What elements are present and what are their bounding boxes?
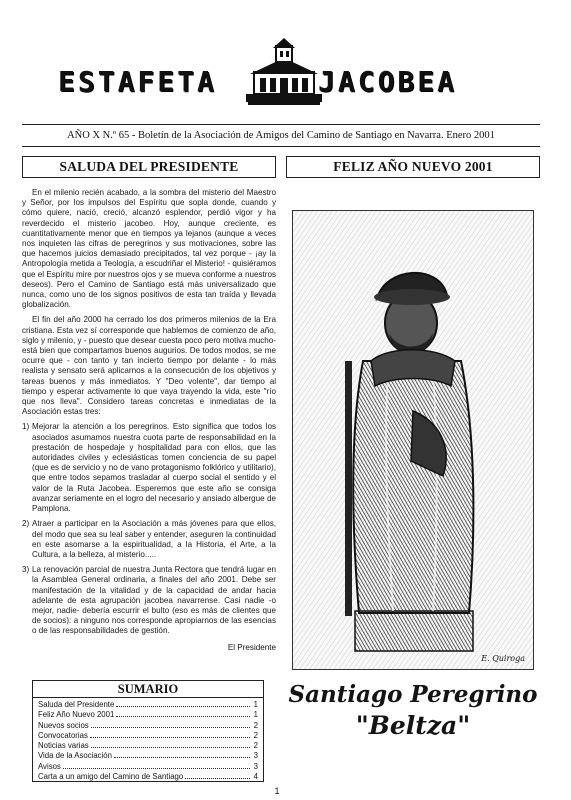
summary-entry-page: 1 — [253, 700, 258, 709]
task-number: 2) — [22, 519, 30, 529]
summary-entry-label: Noticias varias — [38, 741, 89, 751]
leader-dots — [185, 778, 250, 779]
task-number: 3) — [22, 565, 30, 575]
pilgrim-statue-illustration — [292, 210, 534, 670]
task-text: Mejorar la atención a los peregrinos. Esto significa que todos los asociados asumamos nuestra cuota parte de responsabilidad en la prestación de hospedaje y hospitalidad para con ellos, que las autoridades civiles y eclesiásticas tomen conciencia de su papel (que es de servicio y no de vano protagonismo folklórico y utilitario), que entre todos sepamos trasladar al cuerpo social el sentido y el valor de la Ruta Jacobea. Esperemos que este año se consiga avanzar seriamente en el logro del necesario y ansiado albergue de Pamplona. — [32, 422, 276, 514]
president-signature: El Presidente — [227, 642, 276, 652]
leader-dots — [90, 737, 250, 738]
summary-entry-label: Feliz Año Nuevo 2001 — [38, 710, 115, 720]
task-list-item — [22, 519, 276, 560]
masthead-title-right: JACOBEA — [318, 65, 458, 98]
caption-line-1: Santiago Peregrino — [288, 681, 538, 708]
president-greeting-heading: SALUDA DEL PRESIDENTE — [22, 156, 276, 178]
task-list-item — [22, 565, 276, 636]
summary-entry — [33, 710, 263, 720]
summary-entry-label: Saluda del Presidente — [38, 700, 115, 709]
artist-signature: E. Quiroga — [481, 654, 525, 663]
task-number: 1) — [22, 422, 30, 432]
summary-entry-page: 3 — [253, 761, 258, 771]
summary-entry — [33, 741, 263, 751]
leader-dots — [114, 757, 250, 758]
new-year-heading: FELIZ AÑO NUEVO 2001 — [286, 156, 540, 178]
summary-entry-label: Carta a un amigo del Camino de Santiago — [38, 772, 184, 782]
summary-entry-page: 2 — [253, 720, 258, 730]
greeting-paragraph-2: El fin del año 2000 ha cerrado los dos primeros milenios de la Era cristiana. Esta vez sí corresponde que hablemos de comienzo de año, siglo y milenio, y - puesto que desear cuesta poco pero motiva mucho- está bien que compartamos buenos augurios. De todos modos, se me ocurre que - con tanto y tan incierto tiempo por delante - lo más realista y sensato será aplicarnos a la consecución de los objetivos y tareas buenos y más inmediatos. Y "Deo volente", dar tiempo al tiempo y esperar activamente lo que vaya trayendo la vida, este "río que nos lleva". Considero tareas concretas e inmediatas de la Asociación estas tres: — [22, 315, 276, 417]
summary-entry-page: 2 — [253, 730, 258, 740]
summary-title: SUMARIO — [33, 681, 263, 698]
page-marker: 1 — [274, 786, 280, 796]
new-year-column — [286, 156, 540, 178]
summary-list — [33, 698, 263, 782]
summary-box — [32, 680, 264, 782]
summary-entry-label: Avisos — [38, 761, 61, 771]
leader-dots — [91, 727, 250, 728]
church-icon — [246, 36, 322, 108]
summary-entry — [33, 751, 263, 761]
masthead — [0, 0, 571, 120]
summary-entry — [33, 700, 263, 710]
leader-dots — [91, 747, 250, 748]
leader-dots — [116, 716, 250, 717]
leader-dots — [63, 768, 250, 769]
summary-entry-page: 1 — [253, 710, 258, 720]
header-rule-bottom — [22, 146, 540, 147]
summary-entry-page: 4 — [253, 772, 258, 782]
leader-dots — [116, 706, 250, 707]
header-rule-top — [22, 124, 540, 125]
summary-entry-page: 3 — [253, 751, 258, 761]
summary-entry-page: 2 — [253, 741, 258, 751]
masthead-title-left: ESTAFETA — [58, 65, 217, 98]
pilgrim-statue-drawing — [293, 211, 533, 669]
summary-entry — [33, 731, 263, 741]
illustration-caption — [286, 680, 540, 742]
president-greeting-column — [22, 156, 276, 653]
task-list-item — [22, 422, 276, 514]
task-text: La renovación parcial de nuestra Junta Rectora que tendrá lugar en la Asamblea General ordinaria, a finales del año 2001. Debe ser manifestación de la vitalidad y de la capacidad de andar hacia adelante de esta agrupación jacobea navarrense. Casi nadie -o mejor, nadie- debería escurrir el bulto (eso es más de clientes que de socios): a ninguno nos corresponde apropiarnos de las esencias o de las responsabilidades de gestión. — [32, 565, 276, 636]
caption-line-2: "Beltza" — [355, 711, 471, 740]
greeting-paragraph-1: En el milenio recién acabado, a la sombra del misterio del Maestro y Señor, por los impulsos del Espíritu que sopla donde, cuando y cómo quiere, nació, creció, alcanzó esplendor, perdió vigor y ha reverdecido el misterio jacobeo. Hoy, aunque creciente, es cuantitativamente menor que en tiempos ya lejanos (aunque a veces nos inquieten las cifras de peregrinos y sus motivaciones, sobre las que hacemos juicios demasiado precipitados, tal vez porque - ¡ay la Antropología metida a Teología, a escudriñar el Misterio! - quisiéramos que el Espíritu mire por nuestros ojos y se mueva conforme a nuestros deseos). Pero el Camino de Santiago está más universalizado que nunca, como uno de los signos positivos de esta tan traída y llevada globalización. — [22, 188, 276, 310]
summary-entry-label: Vida de la Asociación — [38, 751, 112, 761]
summary-entry — [33, 762, 263, 772]
task-text: Atraer a participar en la Asociación a más jóvenes para que ellos, del modo que sea su leal saber y entender, aseguren la continuidad en este asomarse a la espiritualidad, a la Historia, el Arte, a la Cultura, a la belleza, al misterio..... — [32, 519, 276, 559]
summary-entry-label: Nuevos socios — [38, 720, 89, 730]
summary-entry — [33, 772, 263, 782]
summary-entry-label: Convocatorias — [38, 730, 88, 740]
issue-line: AÑO X N.º 65 - Boletín de la Asociación de Amigos del Camino de Santiago en Navarra. Enero 2001 — [67, 130, 495, 141]
summary-entry — [33, 721, 263, 731]
